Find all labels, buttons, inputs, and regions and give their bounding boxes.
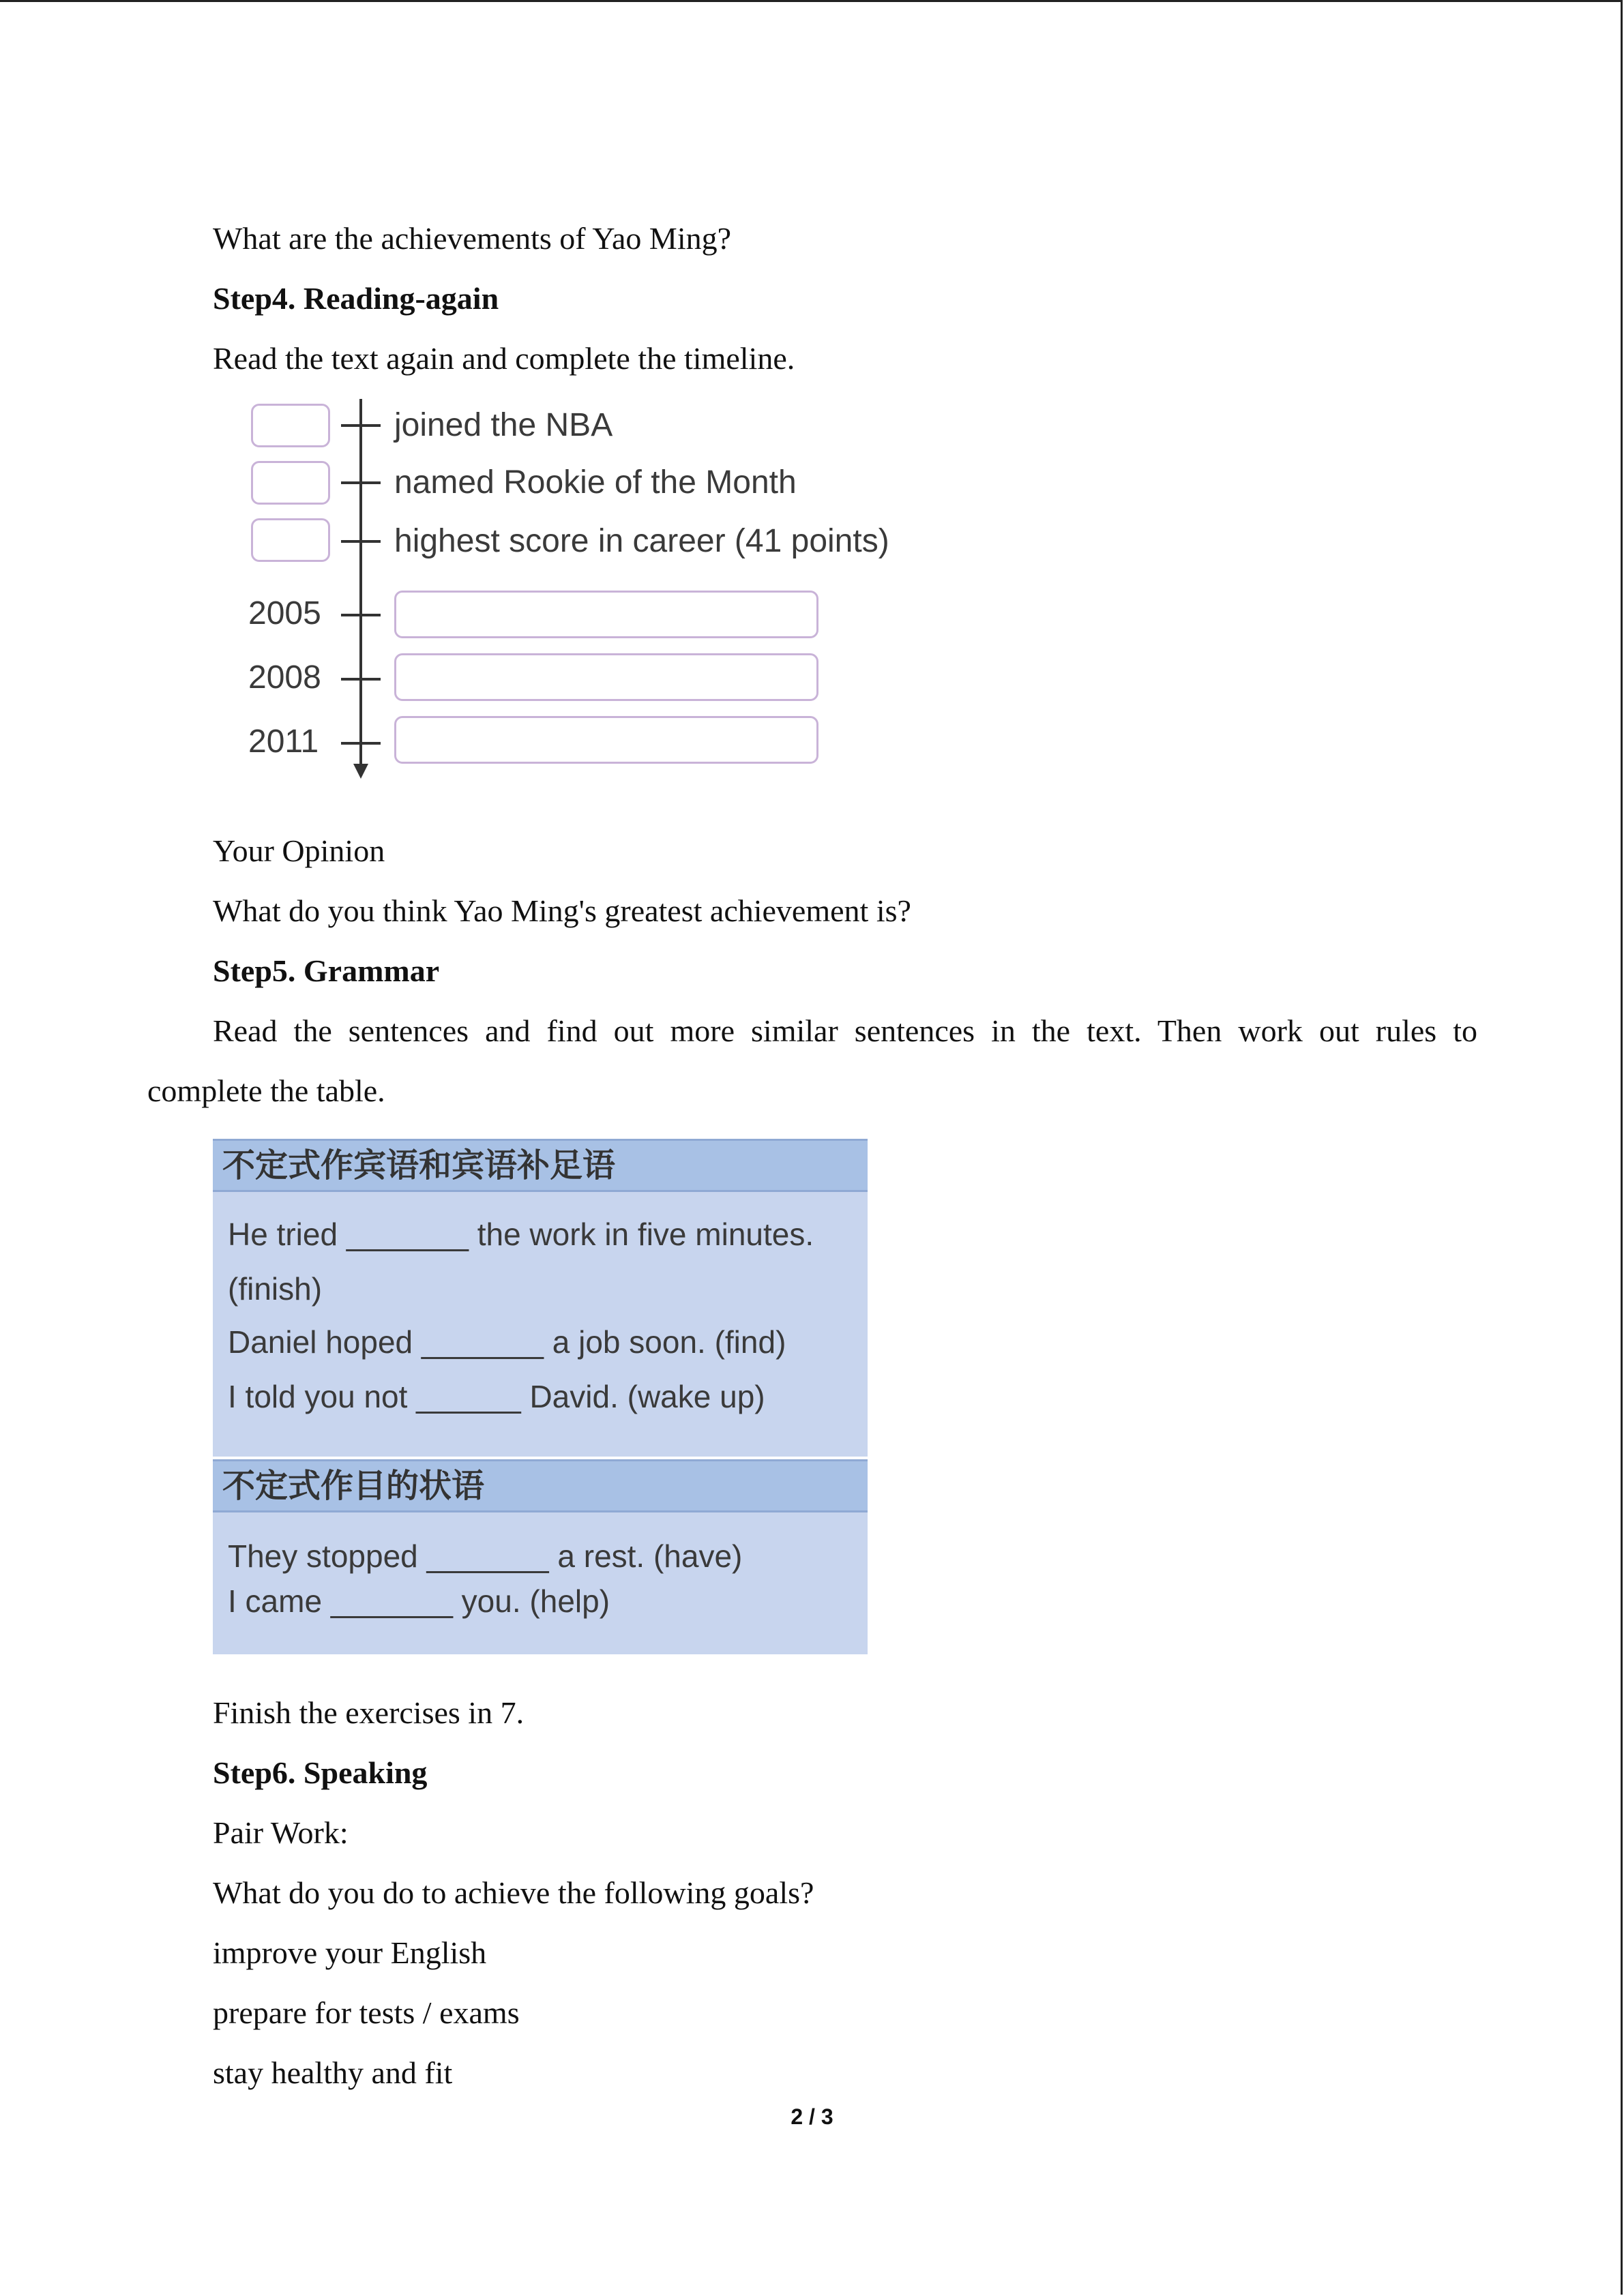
grammar-section2-title: 不定式作目的状语: [222, 1468, 485, 1504]
grammar-sentence: Daniel hoped _______ a job soon. (find): [228, 1324, 786, 1360]
timeline-axis: [359, 399, 362, 767]
step5-instruction-line2: complete the table.: [147, 1073, 385, 1108]
timeline-tick: [341, 678, 381, 681]
timeline-year-box-2[interactable]: [251, 461, 330, 505]
timeline-figure: [246, 396, 900, 791]
grammar-sentence: They stopped _______ a rest. (have): [228, 1538, 743, 1574]
grammar-table: [213, 1139, 868, 1654]
pair-work-label: Pair Work:: [213, 1815, 349, 1850]
grammar-sentence: (finish): [228, 1271, 323, 1307]
timeline-event-box-1[interactable]: [394, 591, 818, 638]
grammar-section1-header: [213, 1139, 868, 1192]
step6-title: Step6. Speaking: [213, 1755, 428, 1790]
grammar-section2-header: [213, 1459, 868, 1512]
goal-item-1: improve your English: [213, 1935, 487, 1970]
timeline-tick: [341, 540, 381, 543]
page-number: 2 / 3: [791, 2104, 833, 2129]
grammar-sentence: I came _______ you. (help): [228, 1583, 610, 1619]
goal-item-3: stay healthy and fit: [213, 2055, 453, 2090]
step4-title: Step4. Reading-again: [213, 281, 499, 316]
timeline-tick: [341, 614, 381, 616]
timeline-arrow-icon: [353, 764, 368, 779]
timeline-event-box-3[interactable]: [394, 716, 818, 764]
timeline-tick: [341, 481, 381, 484]
grammar-sentence: I told you not ______ David. (wake up): [228, 1379, 765, 1414]
timeline-event-2: named Rookie of the Month: [394, 464, 797, 501]
your-opinion-heading: Your Opinion: [213, 833, 385, 868]
timeline-tick: [341, 742, 381, 745]
grammar-section1-title: 不定式作宾语和宾语补足语: [222, 1148, 616, 1184]
timeline-year-2: 2008: [248, 659, 321, 696]
timeline-event-box-2[interactable]: [394, 653, 818, 701]
timeline-event-1: joined the NBA: [394, 407, 613, 443]
achievements-question: What are the achievements of Yao Ming?: [213, 221, 732, 256]
timeline-tick: [341, 424, 381, 427]
grammar-sentence: He tried _______ the work in five minutes.: [228, 1217, 814, 1252]
step5-title: Step5. Grammar: [213, 953, 440, 988]
timeline-year-3: 2011: [248, 724, 319, 760]
timeline-year-1: 2005: [248, 595, 321, 631]
timeline-event-3: highest score in career (41 points): [394, 523, 889, 559]
finish-exercises: Finish the exercises in 7.: [213, 1695, 525, 1730]
timeline-year-box-1[interactable]: [251, 404, 330, 447]
timeline-year-box-3[interactable]: [251, 518, 330, 562]
opinion-question: What do you think Yao Ming's greatest achievement is?: [213, 893, 911, 928]
step5-instruction-line1: Read the sentences and find out more similar sentences in the text. Then work out rules to: [213, 1013, 1477, 1048]
goal-item-2: prepare for tests / exams: [213, 1995, 520, 2030]
step4-instruction: Read the text again and complete the timeline.: [213, 341, 795, 376]
step5-instruction: [147, 1001, 1477, 1121]
goals-question: What do you do to achieve the following goals?: [213, 1875, 814, 1910]
